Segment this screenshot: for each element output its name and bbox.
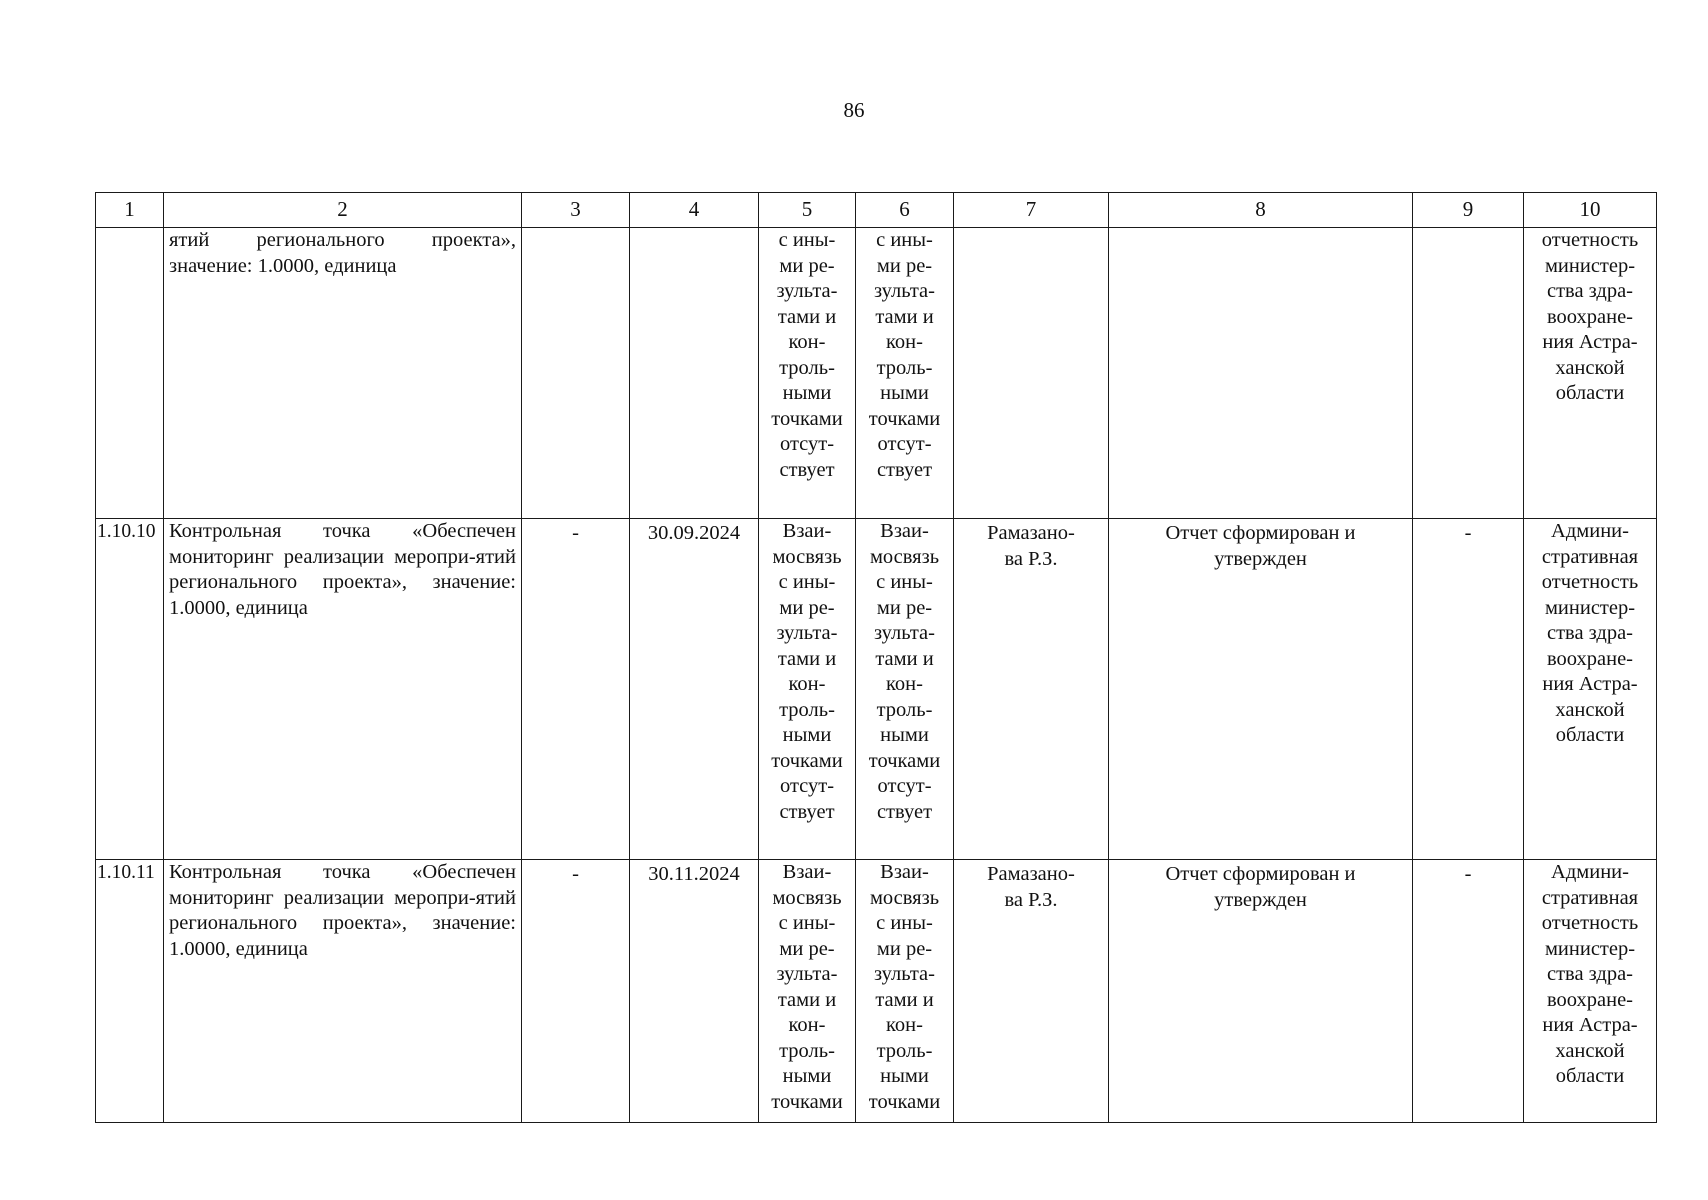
cell-col3: [522, 228, 630, 519]
table-row: [96, 860, 1657, 1123]
column-header: 3: [522, 193, 630, 228]
control-point-name: Контрольная точка «Обеспечен мониторинг реализации меропри-ятий регионального проекта», значение: 1.0000, единица: [164, 860, 522, 1123]
table-row: [96, 519, 1657, 860]
cell-relationship-2: Взаи- мосвязь с ины- ми ре- зульта- тами и кон- троль- ными точками: [856, 860, 954, 1123]
cell-responsible: Рамазано- ва Р.З.: [954, 519, 1109, 860]
column-header: 2: [164, 193, 522, 228]
cell-responsible: Рамазано- ва Р.З.: [954, 860, 1109, 1123]
cell-result: Отчет сформирован и утвержден: [1109, 860, 1413, 1123]
cell-relationship: с ины- ми ре- зульта- тами и кон- троль- ными точками отсут- ствует: [759, 228, 856, 519]
table-row: [96, 228, 1657, 519]
column-number-header: [96, 193, 1657, 228]
cell-col9: [1413, 228, 1524, 519]
cell-date: 30.09.2024: [630, 519, 759, 860]
column-header: 8: [1109, 193, 1413, 228]
cell-col9: -: [1413, 519, 1524, 860]
cell-date: [630, 228, 759, 519]
column-header: 4: [630, 193, 759, 228]
cell-relationship-2: с ины- ми ре- зульта- тами и кон- троль- ными точками отсут- ствует: [856, 228, 954, 519]
cell-relationship: Взаи- мосвязь с ины- ми ре- зульта- тами и кон- троль- ными точками отсут- ствует: [759, 519, 856, 860]
cell-col3: -: [522, 519, 630, 860]
row-number: 1.10.11: [96, 860, 164, 1123]
control-points-table: [95, 192, 1657, 1123]
column-header: 1: [96, 193, 164, 228]
cell-source: Админи- стративная отчетность министер- ства здра- воохране- ния Астра- ханской области: [1524, 860, 1657, 1123]
cell-result: Отчет сформирован и утвержден: [1109, 519, 1413, 860]
cell-responsible: [954, 228, 1109, 519]
cell-relationship-2: Взаи- мосвязь с ины- ми ре- зульта- тами и кон- троль- ными точками отсут- ствует: [856, 519, 954, 860]
control-point-name: Контрольная точка «Обеспечен мониторинг реализации меропри-ятий регионального проекта», значение: 1.0000, единица: [164, 519, 522, 860]
cell-result: [1109, 228, 1413, 519]
column-header: 9: [1413, 193, 1524, 228]
cell-date: 30.11.2024: [630, 860, 759, 1123]
column-header: 10: [1524, 193, 1657, 228]
column-header: 5: [759, 193, 856, 228]
page-number: 86: [843, 98, 865, 122]
cell-relationship: Взаи- мосвязь с ины- ми ре- зульта- тами и кон- троль- ными точками: [759, 860, 856, 1123]
row-number: 1.10.10: [96, 519, 164, 860]
column-header: 6: [856, 193, 954, 228]
cell-col9: -: [1413, 860, 1524, 1123]
row-number: [96, 228, 164, 519]
cell-source: Админи- стративная отчетность министер- ства здра- воохране- ния Астра- ханской области: [1524, 519, 1657, 860]
control-point-name: ятий регионального проекта», значение: 1.0000, единица: [164, 228, 522, 519]
column-header: 7: [954, 193, 1109, 228]
cell-col3: -: [522, 860, 630, 1123]
cell-source: отчетность министер- ства здра- воохране- ния Астра- ханской области: [1524, 228, 1657, 519]
